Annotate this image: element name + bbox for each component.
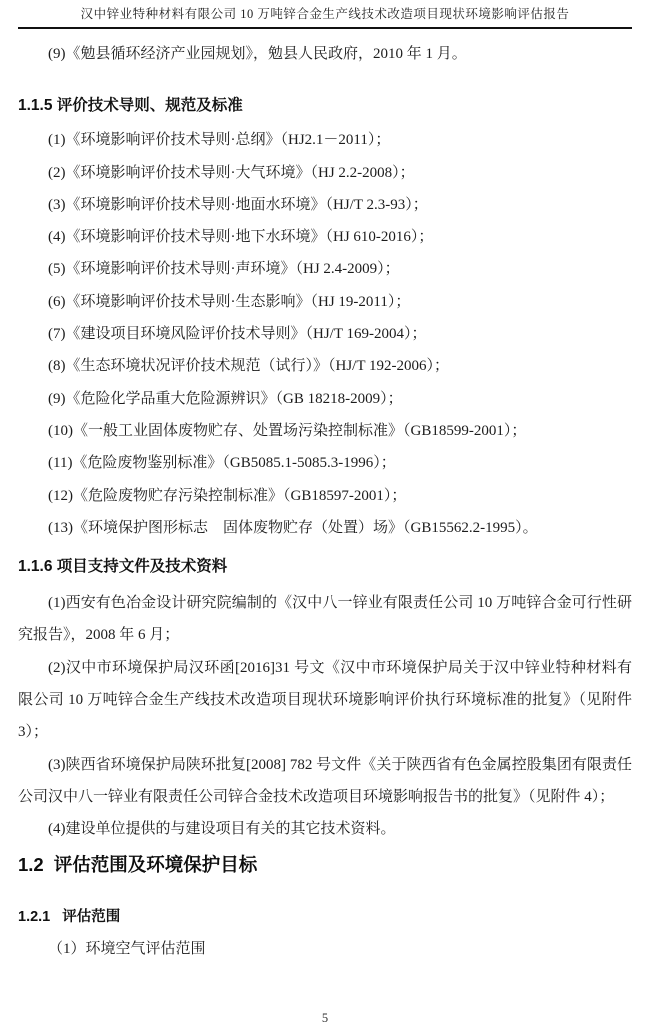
section-title: 评估范围 (62, 908, 121, 925)
standard-item: (5)《环境影响评价技术导则·声环境》（HJ 2.4-2009）； (48, 261, 400, 278)
standard-item: (4)《环境影响评价技术导则·地下水环境》（HJ 610-2016）； (48, 229, 434, 246)
section-title: 评估范围及环境保护目标 (53, 853, 258, 875)
sub-item-air-scope: （1）环境空气评估范围 (48, 940, 206, 957)
support-doc-paragraph-4: (4)建设单位提供的与建设项目有关的其它技术资料。 (48, 821, 396, 838)
support-doc-paragraph-1: (1)西安有色冶金设计研究院编制的《汉中八一锌业有限责任公司 10 万吨锌合金可行性研究报告》，2008 年 6 月； (18, 595, 632, 644)
standard-item: (3)《环境影响评价技术导则·地面水环境》（HJ/T 2.3-93）； (48, 196, 428, 213)
section-number: 1.2 (18, 853, 44, 875)
standard-item: (6)《环境影响评价技术导则·生态影响》（HJ 19-2011）； (48, 293, 411, 310)
reference-item-9: (9)《勉县循环经济产业园规划》，勉县人民政府，2010 年 1 月。 (48, 46, 467, 62)
standard-item: (7)《建设项目环境风险评价技术导则》（HJ/T 169-2004）； (48, 326, 427, 343)
section-heading-1-1-6 (18, 551, 632, 583)
section-heading-1-2-1 (18, 902, 632, 932)
section-number: 1.1.5 (18, 97, 53, 115)
support-doc-paragraph-3: (3)陕西省环境保护局陕环批复[2008] 782 号文件《关于陕西省有色金属控股集团有限责任公司汉中八一锌业有限责任公司锌合金技术改造项目环境影响报告书的批复》（见附件 4）； (18, 756, 632, 805)
section-heading-1-2 (18, 850, 632, 880)
page-number: 5 (321, 1011, 329, 1025)
standard-item: (13)《环境保护图形标志 固体废物贮存（处置）场》（GB15562.2-1995）。 (48, 519, 538, 536)
section-title: 项目支持文件及技术资料 (56, 558, 228, 576)
standard-item: (1)《环境影响评价技术导则·总纲》（HJ2.1－2011）； (48, 132, 391, 149)
standards-list (18, 124, 632, 544)
section-title: 评价技术导则、规范及标准 (56, 97, 243, 115)
section-number: 1.2.1 (18, 908, 51, 925)
standard-item: (9)《危险化学品重大危险源辨识》（GB 18218-2009）； (48, 390, 403, 407)
standard-item: (11)《危险废物鉴别标准》（GB5085.1-5085.3-1996）； (48, 455, 396, 472)
standard-item: (8)《生态环境状况评价技术规范（试行）》（HJ/T 192-2006）； (48, 358, 449, 375)
section-heading-1-1-5 (18, 90, 632, 122)
page-header-title: 汉中锌业特种材料有限公司 10 万吨锌合金生产线技术改造项目现状环境影响评估报告 (18, 6, 632, 29)
standard-item: (2)《环境影响评价技术导则·大气环境》（HJ 2.2-2008）； (48, 164, 415, 181)
standard-item: (10)《一般工业固体废物贮存、处置场污染控制标准》（GB18599-2001）； (48, 422, 527, 439)
section-number: 1.1.6 (18, 558, 53, 576)
support-doc-paragraph-2: (2)汉中市环境保护局汉环函[2016]31 号文《汉中市环境保护局关于汉中锌业特种材料有限公司 10 万吨锌合金生产线技术改造项目现状环境影响评价执行环境标准的批复》（见附件 3）； (18, 659, 632, 741)
standard-item: (12)《危险废物贮存污染控制标准》（GB18597-2001）； (48, 487, 407, 504)
document-body (18, 38, 632, 965)
